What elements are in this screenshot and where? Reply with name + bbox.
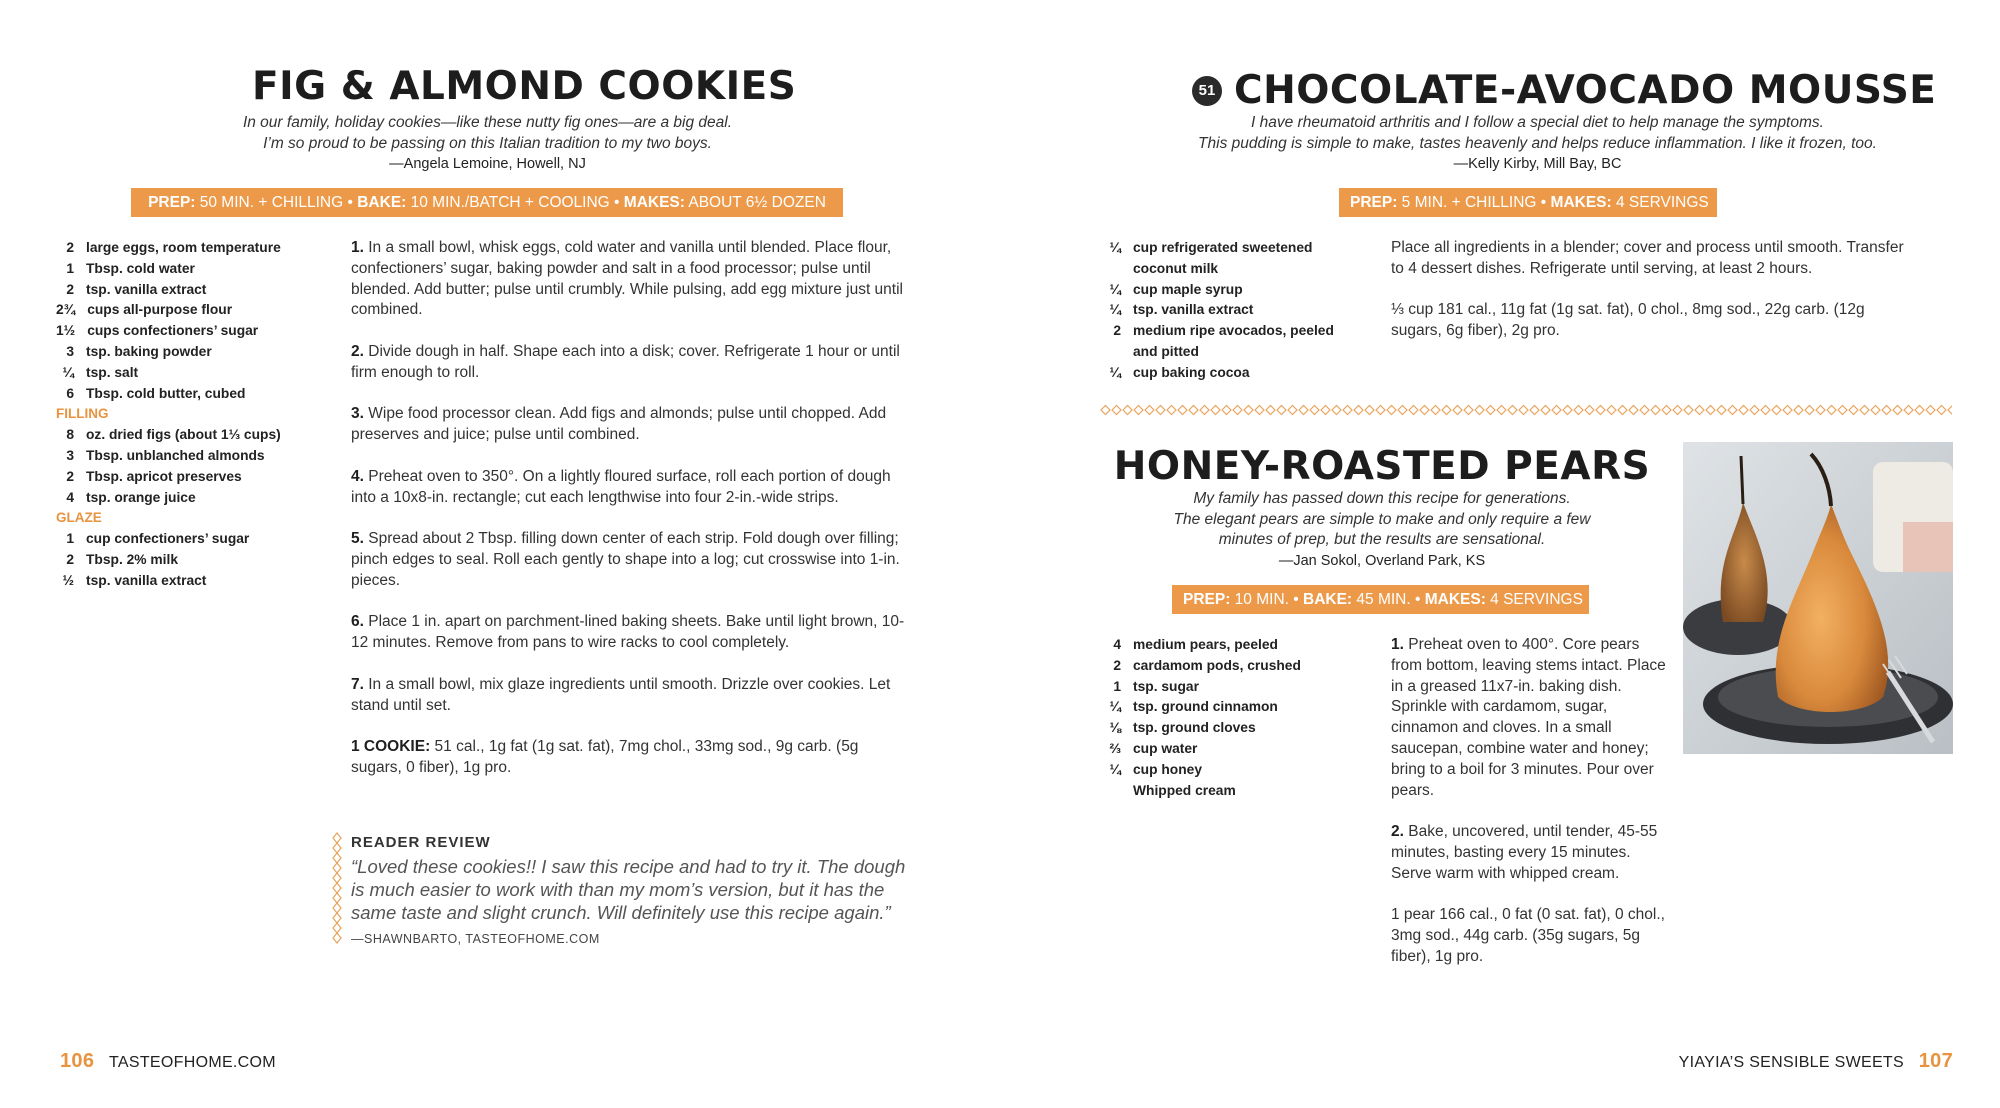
ingredient-qty: ¼ xyxy=(1109,281,1121,297)
fig-cookies-info-band xyxy=(131,188,843,217)
ingredient-item xyxy=(1103,781,1363,802)
ingredient-item xyxy=(1103,656,1363,677)
band-label: MAKES: xyxy=(1424,591,1486,608)
ingredient-qty: 1 xyxy=(66,531,74,547)
ingredient-item xyxy=(1103,718,1363,739)
pears-info-band xyxy=(1172,585,1589,614)
step-text: Preheat oven to 350°. On a lightly floured surface, roll each portion of dough into a 10x8-in. rectangle; cut each lengthwise into four 2-in.-wide strips. xyxy=(351,467,891,506)
ingredient-text: cup water xyxy=(1133,740,1198,756)
ingredient-text: Tbsp. cold water xyxy=(86,260,195,276)
pears-title: HONEY-ROASTED PEARS xyxy=(1113,444,1651,489)
nutrition-text: 51 cal., 1g fat (1g sat. fat), 7mg chol., 33mg sod., 9g carb. (5g sugars, 0 fiber), 1g pro. xyxy=(351,738,859,776)
step-text: Spread about 2 Tbsp. filling down center of each strip. Fold dough over filling; pinch edges to seal. Roll each gently to shape into a log; cut crosswise into 1-in. pieces. xyxy=(351,530,900,589)
direction-step xyxy=(1391,635,1671,801)
step-number: 7. xyxy=(351,675,364,693)
mousse-intro xyxy=(1165,113,1910,175)
pear-photo xyxy=(1683,442,1953,754)
band-label: PREP: xyxy=(148,194,196,211)
ingredient-text: tsp. ground cloves xyxy=(1133,720,1256,736)
band-value: 10 MIN. • xyxy=(1230,591,1303,608)
ingredient-text: cups confectioners’ sugar xyxy=(87,323,259,339)
intro-line: I have rheumatoid arthritis and I follow a special diet to help manage the symptoms. xyxy=(1251,114,1824,131)
fig-cookies-directions xyxy=(351,238,913,800)
step-number: 4. xyxy=(351,467,364,485)
ingredient-item xyxy=(1103,739,1363,760)
ingredient-qty: ¼ xyxy=(1109,364,1121,380)
ingredient-text: tsp. salt xyxy=(86,364,139,380)
ingredient-item xyxy=(1103,760,1363,781)
direction-step xyxy=(1391,822,1671,884)
fig-cookies-title: FIG & ALMOND COOKIES xyxy=(252,64,797,109)
step-text: In a small bowl, whisk eggs, cold water and vanilla until blended. Place flour, confectioners’ sugar, baking powder and salt in a food processor; pulse until blended. Add butter; pulse until crumbly. While pulsing, add egg mixture just until combined. xyxy=(351,239,903,319)
ingredient-item xyxy=(56,321,316,342)
ingredient-item xyxy=(56,259,316,280)
step-text: In a small bowl, mix glaze ingredients until smooth. Drizzle over cookies. Let stand until set. xyxy=(351,675,891,714)
band-value: 5 MIN. + CHILLING • xyxy=(1397,194,1551,211)
ingredient-qty: 2 xyxy=(66,240,74,255)
ingredient-text: cardamom pods, crushed xyxy=(1133,657,1301,673)
nutrition-label: 1 COOKIE: xyxy=(351,738,431,756)
ingredient-text: large eggs, room temperature xyxy=(86,240,281,255)
pears-directions xyxy=(1391,635,1671,989)
ingredient-qty: ⅔ xyxy=(1109,740,1121,756)
mousse-title: CHOCOLATE-AVOCADO MOUSSE xyxy=(1234,68,1937,113)
ingredient-item xyxy=(56,467,316,488)
ingredient-qty: 2 xyxy=(66,468,74,484)
ingredient-list xyxy=(1103,635,1363,801)
ingredient-item xyxy=(56,446,316,467)
attribution: —Angela Lemoine, Howell, NJ xyxy=(389,156,586,172)
mousse-ingredients xyxy=(1103,238,1343,384)
ingredient-qty: ¼ xyxy=(1109,302,1121,318)
step-number: 3. xyxy=(351,405,364,423)
ingredient-qty: 2 xyxy=(66,281,74,297)
ingredient-qty: 3 xyxy=(66,343,74,359)
attribution: —Jan Sokol, Overland Park, KS xyxy=(1278,552,1486,569)
ingredient-list xyxy=(1103,238,1343,384)
step-number: 2. xyxy=(1391,823,1404,841)
intro-line: My family has passed down this recipe for generations. xyxy=(1193,490,1571,507)
direction-step xyxy=(351,612,913,654)
ingredient-text: Tbsp. 2% milk xyxy=(86,551,179,567)
nutrition-facts: 1 pear 166 cal., 0 fat (0 sat. fat), 0 chol., 3mg sod., 44g carb. (35g sugars, 5g fiber), 1g pro. xyxy=(1391,906,1665,965)
ingredient-item xyxy=(56,238,316,259)
ingredient-qty: 6 xyxy=(66,385,74,401)
intro-line: minutes of prep, but the results are sensational. xyxy=(1218,531,1546,548)
ingredient-text: tsp. baking powder xyxy=(86,343,212,359)
intro-line: I’m so proud to be passing on this Italian tradition to my two boys. xyxy=(263,134,712,152)
review-body: “Loved these cookies!! I saw this recipe and had to try it. The dough is much easier to work with than my mom’s version, but it has the same taste and slight crunch. Will definitely use this recipe again.” xyxy=(351,856,906,923)
pears-intro xyxy=(1102,489,1662,571)
ingredient-item xyxy=(56,300,316,321)
footer-text: YIAYIA’S SENSIBLE SWEETS xyxy=(1678,1054,1904,1071)
ingredient-text: tsp. vanilla extract xyxy=(1133,302,1254,318)
ingredient-qty: 2¾ xyxy=(56,302,76,318)
direction-step: Place all ingredients in a blender; cover and process until smooth. Transfer to 4 dessert dishes. Refrigerate until serving, at least 2 hours. xyxy=(1391,239,1904,277)
ingredient-text: cup confectioners’ sugar xyxy=(86,531,250,547)
ingredient-item xyxy=(1103,321,1343,363)
filling-subheading: FILLING xyxy=(56,406,109,422)
direction-step xyxy=(351,467,913,509)
ingredient-qty: ½ xyxy=(62,572,74,588)
band-value: 50 MIN. + CHILLING • xyxy=(195,194,358,211)
ingredient-item xyxy=(1103,635,1363,656)
band-label: BAKE: xyxy=(357,194,407,211)
ingredient-text: tsp. sugar xyxy=(1133,678,1199,694)
step-text: Preheat oven to 400°. Core pears from bottom, leaving stems intact. Place in a greased 11x7-in. baking dish. Sprinkle with cardamom, sugar, cinnamon and cloves. In a small saucepan, combine water and honey; bring to a boil for 3 minutes. Pour over pears. xyxy=(1391,636,1666,799)
ingredient-item xyxy=(1103,300,1343,321)
step-text: Place 1 in. apart on parchment-lined baking sheets. Bake until light brown, 10-12 minutes. Remove from pans to wire racks to cool completely. xyxy=(351,613,905,652)
ingredient-item xyxy=(56,363,316,384)
ingredient-text: cups all-purpose flour xyxy=(87,302,233,318)
step-number: 2. xyxy=(351,342,364,360)
ingredient-item xyxy=(1103,363,1343,384)
review-byline: —SHAWNBARTO, TASTEOFHOME.COM xyxy=(351,932,600,946)
band-label: PREP: xyxy=(1350,194,1398,211)
ingredient-text: Tbsp. unblanched almonds xyxy=(86,447,265,463)
diamond-divider xyxy=(1100,404,1952,416)
ingredient-list xyxy=(56,238,316,592)
footer-text: TASTEOFHOME.COM xyxy=(109,1054,276,1071)
ingredient-text: tsp. vanilla extract xyxy=(86,281,207,297)
glaze-subheading: GLAZE xyxy=(56,510,102,526)
ingredient-qty xyxy=(1103,781,1133,802)
page-number: 106 xyxy=(60,1050,95,1072)
ingredient-item xyxy=(1103,280,1343,301)
direction-step xyxy=(351,238,913,321)
ingredient-text: cup honey xyxy=(1133,761,1202,777)
ingredient-qty: 2 xyxy=(1113,323,1121,339)
ingredient-item xyxy=(56,384,316,405)
direction-step xyxy=(351,529,913,591)
ingredient-text: oz. dried figs (about 1⅓ cups) xyxy=(86,427,281,443)
intro-line: The elegant pears are simple to make and only require a few xyxy=(1173,510,1591,528)
ingredient-qty: 4 xyxy=(1113,637,1121,652)
attribution: —Kelly Kirby, Mill Bay, BC xyxy=(1453,156,1622,172)
mousse-directions xyxy=(1391,238,1911,363)
ingredient-qty: 1½ xyxy=(56,323,76,339)
ingredient-qty: 8 xyxy=(66,427,74,443)
direction-step xyxy=(351,404,913,446)
mousse-title-row xyxy=(1192,68,1937,113)
ingredient-item xyxy=(1103,697,1363,718)
page-number: 107 xyxy=(1918,1050,1953,1072)
band-value: 4 SERVINGS xyxy=(1611,194,1709,211)
step-text: Bake, uncovered, until tender, 45-55 minutes, basting every 15 minutes. Serve warm with whipped cream. xyxy=(1391,823,1658,882)
ingredient-item xyxy=(1103,238,1343,280)
step-number: 6. xyxy=(351,613,364,631)
fig-cookies-ingredients xyxy=(56,238,316,592)
step-text: Wipe food processor clean. Add figs and almonds; pulse until chopped. Add preserves and juice; pulse until combined. xyxy=(351,405,887,444)
step-text: Divide dough in half. Shape each into a disk; cover. Refrigerate 1 hour or until firm enough to roll. xyxy=(351,342,900,381)
band-label: MAKES: xyxy=(623,194,685,211)
direction-step xyxy=(351,342,913,384)
ingredient-qty: ⅛ xyxy=(1109,720,1121,736)
direction-step xyxy=(351,675,913,717)
pear-illustration xyxy=(1683,442,1953,754)
intro-line: This pudding is simple to make, tastes heavenly and helps reduce inflammation. I like it frozen, too. xyxy=(1198,134,1877,152)
step-number: 5. xyxy=(351,530,364,548)
ingredient-item xyxy=(56,488,316,509)
ingredient-item xyxy=(56,571,316,592)
ingredient-qty: ¼ xyxy=(1109,761,1121,777)
review-heading: READER REVIEW xyxy=(351,834,491,851)
ingredient-qty: 4 xyxy=(66,489,74,505)
pears-ingredients xyxy=(1103,635,1363,801)
ingredient-qty: 1 xyxy=(1113,678,1121,694)
ingredient-qty: 2 xyxy=(66,551,74,567)
ingredient-text: Tbsp. apricot preserves xyxy=(86,468,242,484)
ingredient-item xyxy=(56,280,316,301)
right-footer xyxy=(1679,1050,1953,1073)
ingredient-text: cup baking cocoa xyxy=(1133,364,1250,380)
reader-review xyxy=(351,834,911,946)
band-label: BAKE: xyxy=(1303,591,1353,608)
step-number: 1. xyxy=(351,239,364,256)
ingredient-text: Whipped cream xyxy=(1133,782,1236,798)
recipe-number-badge xyxy=(1192,76,1222,106)
ingredient-text: cup maple syrup xyxy=(1133,281,1243,297)
review-diamond-border xyxy=(331,832,343,944)
ingredient-item xyxy=(1103,677,1363,698)
intro-line: In our family, holiday cookies—like these nutty fig ones—are a big deal. xyxy=(242,114,733,131)
ingredient-qty: 1 xyxy=(66,260,74,276)
ingredient-item xyxy=(56,425,316,446)
ingredient-qty: ¼ xyxy=(1109,240,1121,255)
mousse-info-band xyxy=(1339,188,1717,217)
ingredient-qty: 2 xyxy=(1113,657,1121,673)
ingredient-text: tsp. orange juice xyxy=(86,489,196,505)
ingredient-text: tsp. ground cinnamon xyxy=(1133,699,1278,715)
step-number: 1. xyxy=(1391,636,1404,653)
nutrition-facts xyxy=(351,737,913,779)
band-label: MAKES: xyxy=(1550,194,1612,211)
band-value: 45 MIN. • xyxy=(1352,591,1425,608)
badge-number: 51 xyxy=(1198,81,1216,99)
ingredient-text: medium pears, peeled xyxy=(1133,637,1278,652)
band-value: ABOUT 6½ DOZEN xyxy=(684,194,826,211)
ingredient-item xyxy=(56,529,316,550)
ingredient-item xyxy=(56,342,316,363)
ingredient-qty: ¼ xyxy=(1109,699,1121,715)
band-label: PREP: xyxy=(1183,591,1231,608)
ingredient-item xyxy=(56,550,316,571)
ingredient-text: Tbsp. cold butter, cubed xyxy=(86,385,246,401)
ingredient-text: cup refrigerated sweetened coconut milk xyxy=(1133,240,1313,276)
band-value: 10 MIN./BATCH + COOLING • xyxy=(406,194,624,211)
left-footer xyxy=(60,1050,276,1073)
nutrition-facts: ⅓ cup 181 cal., 11g fat (1g sat. fat), 0 chol., 8mg sod., 22g carb. (12g sugars, 6g fiber), 2g pro. xyxy=(1391,301,1865,340)
band-value: 4 SERVINGS xyxy=(1485,591,1583,608)
fig-cookies-intro xyxy=(200,113,775,175)
ingredient-qty: 3 xyxy=(66,447,74,463)
ingredient-qty: ¼ xyxy=(62,364,74,380)
ingredient-text: tsp. vanilla extract xyxy=(86,572,207,588)
ingredient-text: medium ripe avocados, peeled and pitted xyxy=(1133,323,1334,359)
